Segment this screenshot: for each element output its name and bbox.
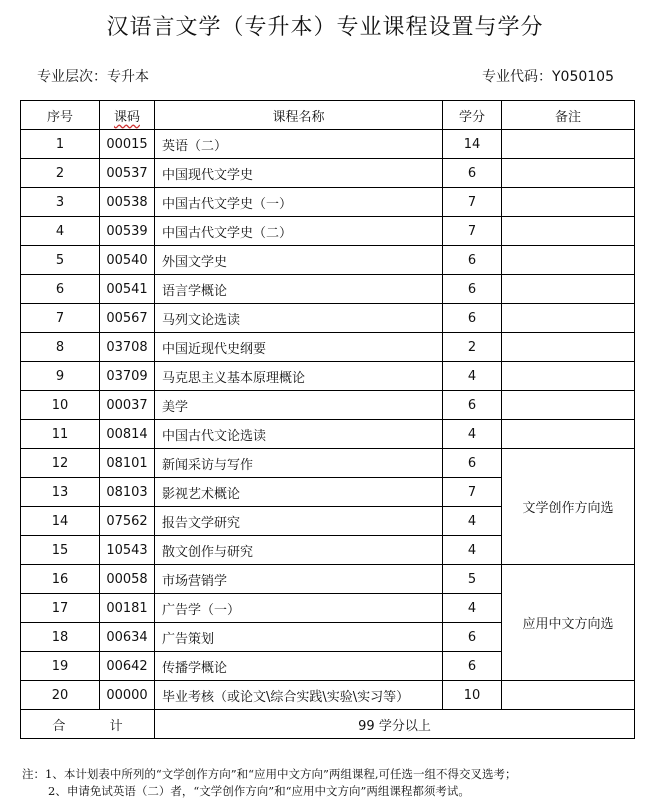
row-index: 9 [21,362,100,391]
row-remark [502,246,635,275]
row-course-name: 市场营销学 [155,565,443,594]
header-index: 序号 [21,101,100,130]
table-row [21,681,635,710]
header-remark: 备注 [502,101,635,130]
row-code: 07562 [100,507,155,536]
row-course-name: 马列文论选读 [155,304,443,333]
row-index: 4 [21,217,100,246]
row-code: 00567 [100,304,155,333]
row-code: 00181 [100,594,155,623]
total-label [21,710,155,739]
row-remark [502,362,635,391]
row-remark [502,681,635,710]
table-row [21,449,635,478]
row-course-name: 英语（二） [155,130,443,159]
row-credit: 2 [443,333,502,362]
row-course-name: 中国近现代史纲要 [155,333,443,362]
row-index: 14 [21,507,100,536]
row-remark [502,188,635,217]
table-row [21,333,635,362]
row-credit: 6 [443,391,502,420]
row-credit: 7 [443,478,502,507]
row-course-name: 外国文学史 [155,246,443,275]
row-course-name: 报告文学研究 [155,507,443,536]
table-row [21,275,635,304]
table-row [21,159,635,188]
row-credit: 4 [443,362,502,391]
row-index: 20 [21,681,100,710]
row-course-name: 马克思主义基本原理概论 [155,362,443,391]
total-row [21,710,635,739]
header-row [21,101,635,130]
row-course-name: 中国古代文学史（二） [155,217,443,246]
row-credit: 14 [443,130,502,159]
row-credit: 6 [443,159,502,188]
row-credit: 6 [443,275,502,304]
row-code: 00642 [100,652,155,681]
row-remark [502,275,635,304]
row-credit: 6 [443,304,502,333]
row-index: 2 [21,159,100,188]
row-course-name: 毕业考核（或论文\综合实践\实验\实习等） [155,681,443,710]
row-credit: 4 [443,536,502,565]
row-index: 11 [21,420,100,449]
row-course-name: 散文创作与研究 [155,536,443,565]
row-code: 10543 [100,536,155,565]
footnotes [22,766,516,800]
row-course-name: 美学 [155,391,443,420]
table-row [21,246,635,275]
row-course-name: 中国古代文学史（一） [155,188,443,217]
row-index: 1 [21,130,100,159]
row-index: 6 [21,275,100,304]
footnote-1: 注：1、本计划表中所列的“文学创作方向”和“应用中文方向”两组课程,可任选一组不得交叉选考； [22,767,517,781]
row-index: 5 [21,246,100,275]
row-remark [502,304,635,333]
row-credit: 4 [443,420,502,449]
row-remark [502,333,635,362]
row-index: 13 [21,478,100,507]
remark-literary-direction: 文学创作方向选 [502,449,635,565]
row-index: 17 [21,594,100,623]
row-remark [502,391,635,420]
row-credit: 4 [443,507,502,536]
row-course-name: 新闻采访与写作 [155,449,443,478]
row-code: 00058 [100,565,155,594]
table-row [21,130,635,159]
row-credit: 10 [443,681,502,710]
course-table [20,100,635,739]
table-row [21,304,635,333]
major-code: 专业代码：Y050105 [482,69,614,85]
row-code: 00015 [100,130,155,159]
row-code: 03708 [100,333,155,362]
row-course-name: 语言学概论 [155,275,443,304]
row-code: 00537 [100,159,155,188]
table-row [21,565,635,594]
total-value: 99 学分以上 [155,710,635,739]
table-row [21,391,635,420]
page-title: 汉语言文学（专升本）专业课程设置与学分 [106,15,544,40]
row-credit: 7 [443,188,502,217]
row-course-name: 广告学（一） [155,594,443,623]
row-index: 3 [21,188,100,217]
row-course-name: 中国现代文学史 [155,159,443,188]
row-index: 12 [21,449,100,478]
footnote-2: 2、申请免试英语（二）者，“文学创作方向”和“应用中文方向”两组课程都须考试。 [48,784,470,798]
row-code: 03709 [100,362,155,391]
row-code: 00634 [100,623,155,652]
remark-applied-direction: 应用中文方向选 [502,565,635,681]
total-label-he: 合 [52,718,66,734]
row-code: 08101 [100,449,155,478]
row-code: 00037 [100,391,155,420]
table-row [21,420,635,449]
row-index: 16 [21,565,100,594]
row-credit: 5 [443,565,502,594]
row-code: 08103 [100,478,155,507]
row-index: 8 [21,333,100,362]
header-code: 课码 [100,101,155,130]
table-row [21,188,635,217]
row-credit: 6 [443,449,502,478]
row-index: 10 [21,391,100,420]
row-credit: 4 [443,594,502,623]
row-code: 00541 [100,275,155,304]
total-label-ji: 计 [109,718,123,734]
row-remark [502,130,635,159]
row-course-name: 广告策划 [155,623,443,652]
row-course-name: 中国古代文论选读 [155,420,443,449]
row-credit: 6 [443,623,502,652]
row-course-name: 影视艺术概论 [155,478,443,507]
row-credit: 6 [443,652,502,681]
table-row [21,362,635,391]
row-credit: 7 [443,217,502,246]
header-credit: 学分 [443,101,502,130]
row-credit: 6 [443,246,502,275]
row-code: 00540 [100,246,155,275]
row-code: 00814 [100,420,155,449]
row-index: 18 [21,623,100,652]
major-level: 专业层次：专升本 [37,69,149,85]
row-index: 19 [21,652,100,681]
row-code: 00000 [100,681,155,710]
row-index: 7 [21,304,100,333]
row-code: 00539 [100,217,155,246]
row-index: 15 [21,536,100,565]
row-code: 00538 [100,188,155,217]
table-row [21,217,635,246]
row-remark [502,159,635,188]
row-course-name: 传播学概论 [155,652,443,681]
row-remark [502,217,635,246]
header-name: 课程名称 [155,101,443,130]
row-remark [502,420,635,449]
